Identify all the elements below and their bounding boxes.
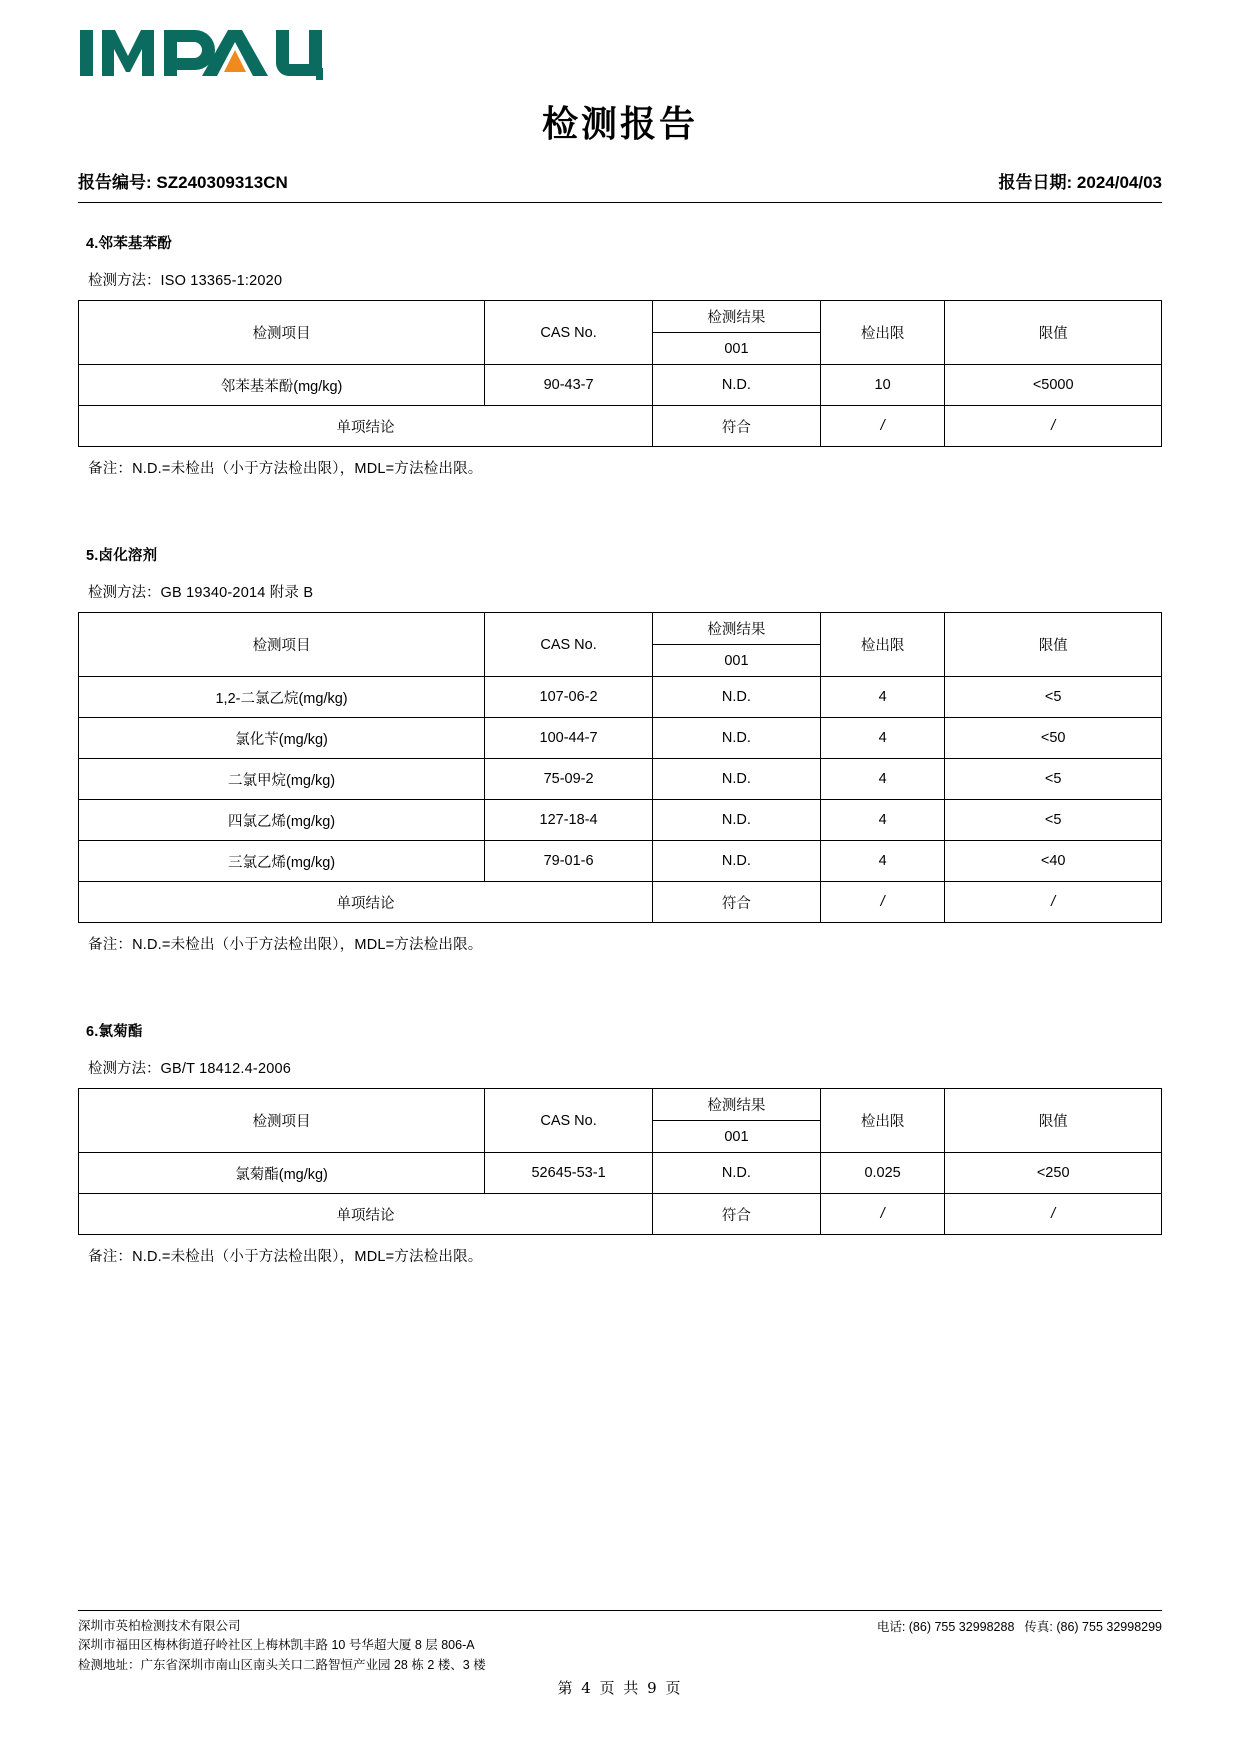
footer-divider xyxy=(78,1610,1162,1611)
cell-item-name: 二氯甲烷(mg/kg) xyxy=(79,759,485,800)
cell-result: N.D. xyxy=(652,365,820,406)
section-note: 备注：N.D.=未检出（小于方法检出限），MDL=方法检出限。 xyxy=(88,1249,483,1265)
header-sample-id: 001 xyxy=(652,333,820,365)
cell-mdl: 4 xyxy=(820,800,945,841)
table-row xyxy=(79,841,1162,882)
footer-contact-block xyxy=(867,1617,1162,1635)
section-4 xyxy=(78,222,1162,478)
conclusion-limit: / xyxy=(945,1194,1162,1235)
footer-info xyxy=(78,1617,1162,1675)
report-number xyxy=(78,168,288,193)
header-result: 检测结果 xyxy=(652,1089,820,1121)
conclusion-result: 符合 xyxy=(652,406,820,447)
section-method xyxy=(88,269,1162,290)
footer-address: 深圳市福田区梅林街道孖岭社区上梅林凯丰路 10 号华超大厦 8 层 806-A xyxy=(78,1638,475,1653)
header-cas: CAS No. xyxy=(485,613,653,677)
table-header-row xyxy=(79,613,1162,645)
method-label: 检测方法： xyxy=(88,585,161,601)
header-divider xyxy=(78,202,1162,203)
conclusion-result: 符合 xyxy=(652,1194,820,1235)
header-result: 检测结果 xyxy=(652,613,820,645)
cell-result: N.D. xyxy=(652,759,820,800)
results-table xyxy=(78,1088,1162,1235)
cell-result: N.D. xyxy=(652,1153,820,1194)
cell-limit: <5 xyxy=(945,759,1162,800)
section-6 xyxy=(78,1010,1162,1266)
header-item: 检测项目 xyxy=(79,301,485,365)
cell-cas: 90-43-7 xyxy=(485,365,653,406)
footer-fax: 传真: (86) 755 32998299 xyxy=(1024,1619,1162,1634)
conclusion-label: 单项结论 xyxy=(79,882,653,923)
section-note: 备注：N.D.=未检出（小于方法检出限），MDL=方法检出限。 xyxy=(88,461,483,477)
conclusion-label: 单项结论 xyxy=(79,406,653,447)
cell-limit: <5 xyxy=(945,677,1162,718)
table-row xyxy=(79,677,1162,718)
cell-mdl: 0.025 xyxy=(820,1153,945,1194)
table-row xyxy=(79,759,1162,800)
header-limit: 限值 xyxy=(945,613,1162,677)
conclusion-mdl: / xyxy=(820,882,945,923)
conclusion-row xyxy=(79,1194,1162,1235)
report-date-value: 2024/04/03 xyxy=(1076,173,1162,192)
cell-limit: <5000 xyxy=(945,365,1162,406)
table-header-row xyxy=(79,301,1162,333)
method-value: GB 19340-2014 附录 B xyxy=(160,585,314,601)
header-mdl: 检出限 xyxy=(820,613,945,677)
cell-cas: 100-44-7 xyxy=(485,718,653,759)
method-value: GB/T 18412.4-2006 xyxy=(160,1061,292,1077)
cell-item-name: 1,2-二氯乙烷(mg/kg) xyxy=(79,677,485,718)
section-heading: 5.卤化溶剂 xyxy=(86,548,158,564)
header-mdl: 检出限 xyxy=(820,301,945,365)
cell-mdl: 4 xyxy=(820,759,945,800)
section-spacer xyxy=(78,482,1162,534)
cell-cas: 107-06-2 xyxy=(485,677,653,718)
conclusion-limit: / xyxy=(945,882,1162,923)
report-meta xyxy=(78,168,1162,193)
section-spacer xyxy=(78,958,1162,1010)
conclusion-mdl: / xyxy=(820,406,945,447)
header-limit: 限值 xyxy=(945,301,1162,365)
cell-result: N.D. xyxy=(652,718,820,759)
cell-limit: <40 xyxy=(945,841,1162,882)
cell-item-name: 氯化苄(mg/kg) xyxy=(79,718,485,759)
section-method xyxy=(88,1057,1162,1078)
cell-result: N.D. xyxy=(652,800,820,841)
table-row xyxy=(79,718,1162,759)
section-heading: 4.邻苯基苯酚 xyxy=(86,236,172,252)
header-sample-id: 001 xyxy=(652,645,820,677)
report-content xyxy=(78,222,1162,1270)
report-date xyxy=(999,168,1163,193)
page-number: 第 4 页 共 9 页 xyxy=(557,1679,683,1697)
header-mdl: 检出限 xyxy=(820,1089,945,1153)
method-label: 检测方法： xyxy=(88,1061,161,1077)
header-cas: CAS No. xyxy=(485,301,653,365)
table-row xyxy=(79,1153,1162,1194)
report-date-label: 报告日期: xyxy=(998,173,1073,192)
cell-cas: 75-09-2 xyxy=(485,759,653,800)
cell-item-name: 邻苯基苯酚(mg/kg) xyxy=(79,365,485,406)
section-5 xyxy=(78,534,1162,954)
table-row xyxy=(79,800,1162,841)
cell-mdl: 4 xyxy=(820,841,945,882)
company-logo xyxy=(78,22,408,84)
header-limit: 限值 xyxy=(945,1089,1162,1153)
footer-address-block xyxy=(78,1617,486,1675)
section-heading: 6.氯菊酯 xyxy=(86,1024,143,1040)
cell-limit: <5 xyxy=(945,800,1162,841)
header-sample-id: 001 xyxy=(652,1121,820,1153)
cell-item-name: 四氯乙烯(mg/kg) xyxy=(79,800,485,841)
impaq-logo-icon xyxy=(78,22,408,84)
header-result: 检测结果 xyxy=(652,301,820,333)
header-cas: CAS No. xyxy=(485,1089,653,1153)
cell-mdl: 10 xyxy=(820,365,945,406)
method-label: 检测方法： xyxy=(88,273,161,289)
report-number-value: SZ240309313CN xyxy=(156,173,288,192)
conclusion-result: 符合 xyxy=(652,882,820,923)
header-item: 检测项目 xyxy=(79,1089,485,1153)
table-row xyxy=(79,365,1162,406)
conclusion-row xyxy=(79,882,1162,923)
page-title: 检测报告 xyxy=(541,103,698,145)
section-note: 备注：N.D.=未检出（小于方法检出限），MDL=方法检出限。 xyxy=(88,937,483,953)
footer-company: 深圳市英柏检测技术有限公司 xyxy=(78,1618,241,1633)
cell-result: N.D. xyxy=(652,677,820,718)
page-footer xyxy=(78,1610,1162,1698)
cell-item-name: 三氯乙烯(mg/kg) xyxy=(79,841,485,882)
report-number-label: 报告编号: xyxy=(78,173,152,192)
conclusion-mdl: / xyxy=(820,1194,945,1235)
conclusion-limit: / xyxy=(945,406,1162,447)
results-table xyxy=(78,300,1162,447)
cell-cas: 79-01-6 xyxy=(485,841,653,882)
cell-limit: <50 xyxy=(945,718,1162,759)
cell-item-name: 氯菊酯(mg/kg) xyxy=(79,1153,485,1194)
conclusion-label: 单项结论 xyxy=(79,1194,653,1235)
cell-mdl: 4 xyxy=(820,718,945,759)
header-item: 检测项目 xyxy=(79,613,485,677)
cell-mdl: 4 xyxy=(820,677,945,718)
table-header-row xyxy=(79,1089,1162,1121)
method-value: ISO 13365-1:2020 xyxy=(160,273,283,289)
conclusion-row xyxy=(79,406,1162,447)
section-method xyxy=(88,581,1162,602)
cell-cas: 52645-53-1 xyxy=(485,1153,653,1194)
cell-result: N.D. xyxy=(652,841,820,882)
cell-limit: <250 xyxy=(945,1153,1162,1194)
results-table xyxy=(78,612,1162,923)
footer-lab-address: 检测地址：广东省深圳市南山区南头关口二路智恒产业园 28 栋 2 楼、3 楼 xyxy=(78,1657,486,1672)
footer-telephone: 电话: (86) 755 32998288 xyxy=(876,1619,1015,1634)
cell-cas: 127-18-4 xyxy=(485,800,653,841)
